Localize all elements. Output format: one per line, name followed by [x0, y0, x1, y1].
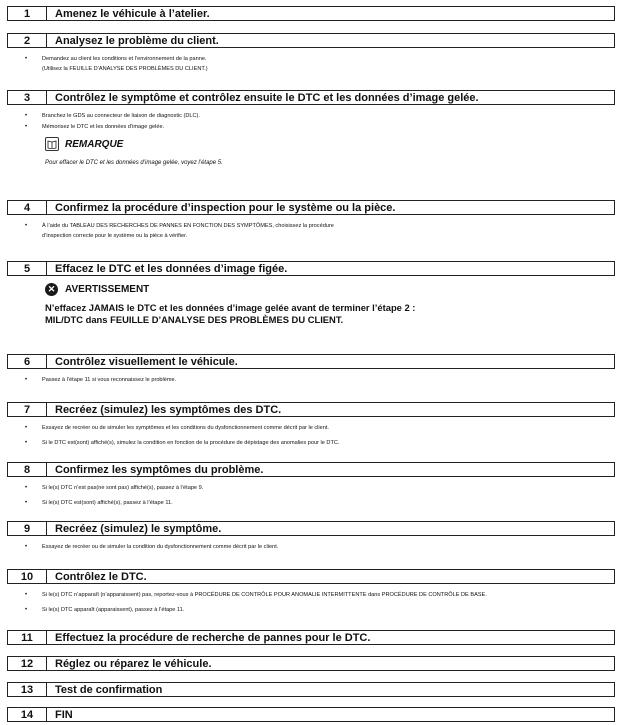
step-title: Analysez le problème du client.: [55, 34, 219, 47]
step-11: [7, 630, 615, 645]
step-number: 3: [8, 91, 47, 104]
warning-line: MIL/DTC dans FEUILLE D’ANALYSE DES PROBLÈMES DU CLIENT.: [45, 314, 344, 325]
bullet-item: • Si le DTC est(sont) affiché(s), simulez la condition en fonction de la procédure de dépistage des anomalies pour le DTC.: [7, 439, 615, 447]
step-title: Contrôlez le symptôme et contrôlez ensuite le DTC et les données d’image gelée.: [55, 91, 479, 104]
step-header: [7, 682, 615, 697]
bullet-item: • Mémorisez le DTC et les données d’image gelée.: [7, 123, 615, 131]
bullet-item: • Essayez de recréer ou de simuler la condition du dysfonctionnement comme décrit par le client.: [7, 543, 615, 551]
step-number: 14: [8, 708, 47, 721]
bullet-item: • À l’aide du TABLEAU DES RECHERCHES DE PANNES EN FONCTION DES SYMPTÔMES, choisissez la procédure: [7, 222, 615, 230]
step-title: Réglez ou réparez le véhicule.: [55, 657, 212, 670]
bullet-item: • Essayez de recréer ou de simuler les symptômes et les conditions du dysfonctionnement comme décrit par le client.: [7, 424, 615, 432]
step-2: [7, 33, 615, 73]
step-7: [7, 402, 615, 447]
step-header: [7, 630, 615, 645]
step-9: [7, 521, 615, 551]
warning-header: [7, 283, 615, 296]
warning-text: [7, 302, 615, 326]
step-number: 2: [8, 34, 47, 47]
step-3: [7, 90, 615, 166]
step-number: 9: [8, 522, 47, 535]
note-header: [7, 137, 615, 151]
warning-line: N’effacez JAMAIS le DTC et les données d’image gelée avant de terminer l’étape 2 :: [45, 302, 416, 313]
step-number: 1: [8, 7, 47, 20]
step-title: Confirmez les symptômes du problème.: [55, 463, 264, 476]
step-header: [7, 521, 615, 536]
bullet-item: • Branchez le GDS au connecteur de liaison de diagnostic (DLC).: [7, 112, 615, 120]
step-header: [7, 656, 615, 671]
step-title: Amenez le véhicule à l’atelier.: [55, 7, 210, 20]
step-13: [7, 682, 615, 697]
step-1: [7, 6, 615, 21]
step-6: [7, 354, 615, 384]
step-number: 7: [8, 403, 47, 416]
step-number: 12: [8, 657, 47, 670]
bullet-item: • Si le(s) DTC n’apparaît (n’apparaissent) pas, reportez-vous à PROCÉDURE DE CONTRÔLE POUR ANOMALIE INTERMITTENTE dans PROCÉDURE DE CONTRÔLE DE BASE.: [7, 591, 615, 599]
note-book-icon: [45, 137, 59, 151]
step-number: 13: [8, 683, 47, 696]
step-number: 6: [8, 355, 47, 368]
step-5: [7, 261, 615, 326]
step-12: [7, 656, 615, 671]
step-header: [7, 261, 615, 276]
step-title: FIN: [55, 708, 73, 721]
step-header: [7, 569, 615, 584]
step-header: [7, 402, 615, 417]
warning-label: AVERTISSEMENT: [65, 284, 150, 295]
step-header: [7, 707, 615, 722]
step-number: 4: [8, 201, 47, 214]
step-10: [7, 569, 615, 614]
bullet-item: • Si le(s) DTC apparaît (apparaissent), passez à l’étape 11.: [7, 606, 615, 614]
step-14: [7, 707, 615, 722]
step-title: Effectuez la procédure de recherche de pannes pour le DTC.: [55, 631, 371, 644]
step-4: [7, 200, 615, 240]
step-header: [7, 462, 615, 477]
bullet-item: • Si le(s) DTC est(sont) affiché(s), passez à l’étape 11.: [7, 499, 615, 507]
step-number: 10: [8, 570, 47, 583]
step-title: Recréez (simulez) les symptômes des DTC.: [55, 403, 282, 416]
step-8: [7, 462, 615, 507]
bullet-continuation: (Utilisez la FEUILLE D’ANALYSE DES PROBLÈMES DU CLIENT.): [42, 66, 208, 72]
bullet-continuation: d’inspection correcte pour le système ou la pièce à vérifier.: [42, 233, 188, 239]
step-title: Contrôlez visuellement le véhicule.: [55, 355, 238, 368]
step-number: 5: [8, 262, 47, 275]
step-header: [7, 6, 615, 21]
step-header: [7, 354, 615, 369]
note-label: REMARQUE: [65, 138, 124, 150]
bullet-item: • Passez à l’étape 11 si vous reconnaissez le problème.: [7, 376, 615, 384]
step-header: [7, 33, 615, 48]
step-title: Confirmez la procédure d’inspection pour le système ou la pièce.: [55, 201, 396, 214]
step-title: Effacez le DTC et les données d’image figée.: [55, 262, 288, 275]
bullet-item: • Si le(s) DTC n’est pas(ne sont pas) affiché(s), passez à l’étape 9.: [7, 484, 615, 492]
bullet-item: • Demandez au client les conditions et l’environnement de la panne.: [7, 55, 615, 63]
step-title: Test de confirmation: [55, 683, 163, 696]
step-title: Recréez (simulez) le symptôme.: [55, 522, 222, 535]
step-number: 11: [8, 631, 47, 644]
step-number: 8: [8, 463, 47, 476]
step-header: [7, 90, 615, 105]
step-header: [7, 200, 615, 215]
warning-x-icon: ✕: [45, 283, 58, 296]
step-title: Contrôlez le DTC.: [55, 570, 147, 583]
note-text: Pour effacer le DTC et les données d’image gelée, voyez l’étape 5.: [45, 160, 223, 166]
